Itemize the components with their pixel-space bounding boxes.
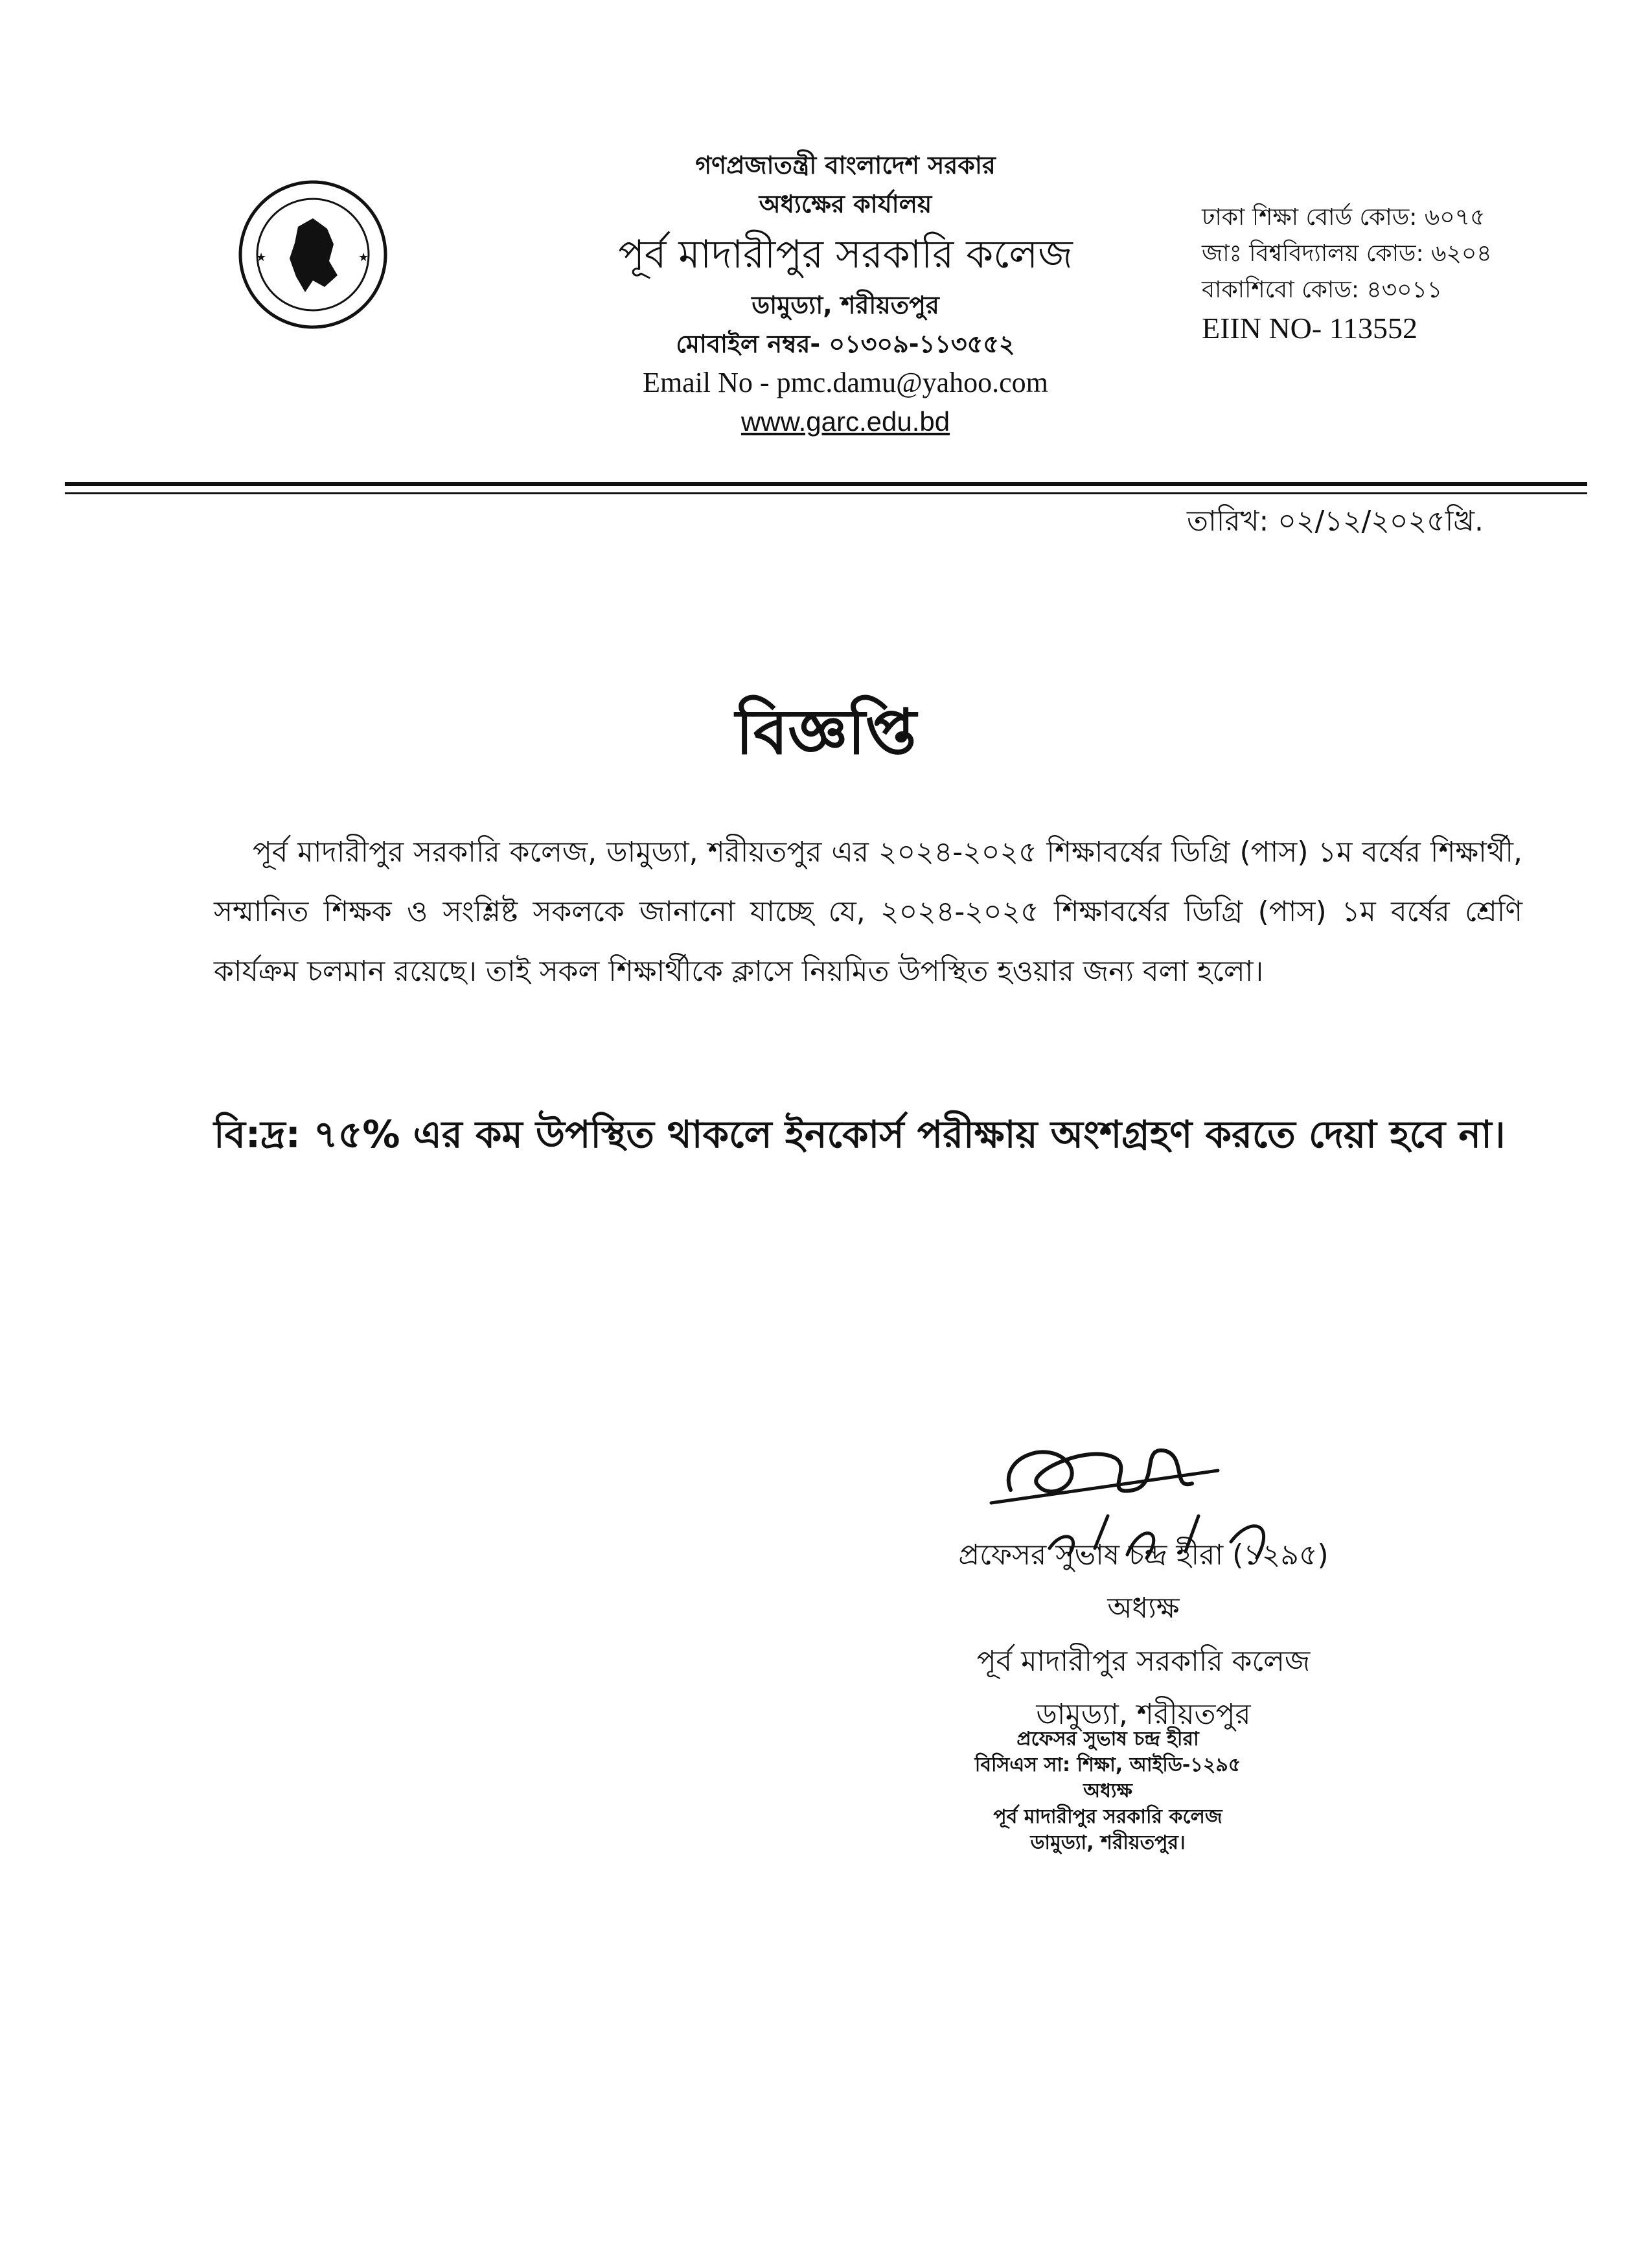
mobile-number: মোবাইল নম্বর- ০১৩০৯-১১৩৫৫২ xyxy=(676,330,1015,358)
email-address: Email No - pmc.damu@yahoo.com xyxy=(643,367,1048,398)
stamp-service: বিসিএস সা: শিক্ষা, আইডি-১২৯৫ xyxy=(974,1754,1241,1776)
stamp-name: প্রফেসর সুভাষ চন্দ্র হীরা xyxy=(1016,1728,1199,1750)
notice-title: বিজ্ঞপ্তি xyxy=(735,696,917,768)
website-link[interactable]: www.garc.edu.bd xyxy=(740,406,950,437)
official-stamp xyxy=(842,1726,1373,1856)
eiin-number: EIIN NO- 113552 xyxy=(1202,312,1418,345)
header-divider-thin xyxy=(65,492,1587,494)
signatory-designation: অধ্যক্ষ xyxy=(1107,1592,1180,1625)
notice-note: বি:দ্র: ৭৫% এর কম উপস্থিত থাকলে ইনকোর্স পরীক্ষায় অংশগ্রহণ করতে দেয়া হবে না। xyxy=(214,1112,1506,1156)
header-divider xyxy=(65,482,1587,486)
government-name: গণপ্রজাতন্ত্রী বাংলাদেশ সরকার xyxy=(695,151,996,179)
notice-body xyxy=(214,823,1522,1002)
notice-date: তারিখ: ০২/১২/২০২৫খ্রি. xyxy=(1187,505,1484,538)
svg-text:★: ★ xyxy=(358,251,369,264)
letterhead xyxy=(505,146,1186,441)
stamp-college: পূর্ব মাদারীপুর সরকারি কলেজ xyxy=(993,1805,1222,1828)
university-code: জাঃ বিশ্ববিদ্যালয় কোড: ৬২০৪ xyxy=(1202,240,1492,267)
notice-paragraph: পূর্ব মাদারীপুর সরকারি কলেজ, ডামুড্যা, শরীয়তপুর এর ২০২৪-২০২৫ শিক্ষাবর্ষের ডিগ্রি (পাস) ১ম বর্ষের শিক্ষার্থী, সম্মানিত শিক্ষক ও সংশ্লিষ্ট সকলকে জানানো যাচ্ছে যে, ২০২৪-২০২৫ শিক্ষাবর্ষের ডিগ্রি (পাস) ১ম বর্ষের শ্রেণি কার্যক্রম চলমান রয়েছে। তাই সকল শিক্ষার্থীকে ক্লাসে নিয়মিত উপস্থিত হওয়ার জন্য বলা হলো। xyxy=(214,836,1522,988)
signatory-name: প্রফেসর সুভাষ চন্দ্র হীরা (১২৯৫) xyxy=(958,1539,1329,1572)
institution-codes xyxy=(1202,200,1565,349)
dhaka-board-code: ঢাকা শিক্ষা বোর্ড কোড: ৬০৭৫ xyxy=(1202,204,1486,231)
signatory-college: পূর্ব মাদারীপুর সরকারি কলেজ xyxy=(976,1645,1311,1678)
bakashibo-code: বাকাশিবো কোড: ৪৩০১১ xyxy=(1202,277,1443,303)
stamp-designation: অধ্যক্ষ xyxy=(1083,1780,1132,1802)
signature-block xyxy=(810,1529,1477,1741)
government-seal-icon xyxy=(236,178,389,331)
signatory-address: ডামুড্যা, শরীয়তপুর xyxy=(1036,1698,1251,1731)
college-address: ডামুড্যা, শরীয়তপুর xyxy=(751,291,939,319)
office-name: অধ্যক্ষের কার্যালয় xyxy=(759,190,932,218)
svg-text:★: ★ xyxy=(256,251,267,264)
college-name: পূর্ব মাদারীপুর সরকারি কলেজ xyxy=(618,232,1073,277)
stamp-address: ডামুড্যা, শরীয়তপুর। xyxy=(1030,1831,1186,1854)
